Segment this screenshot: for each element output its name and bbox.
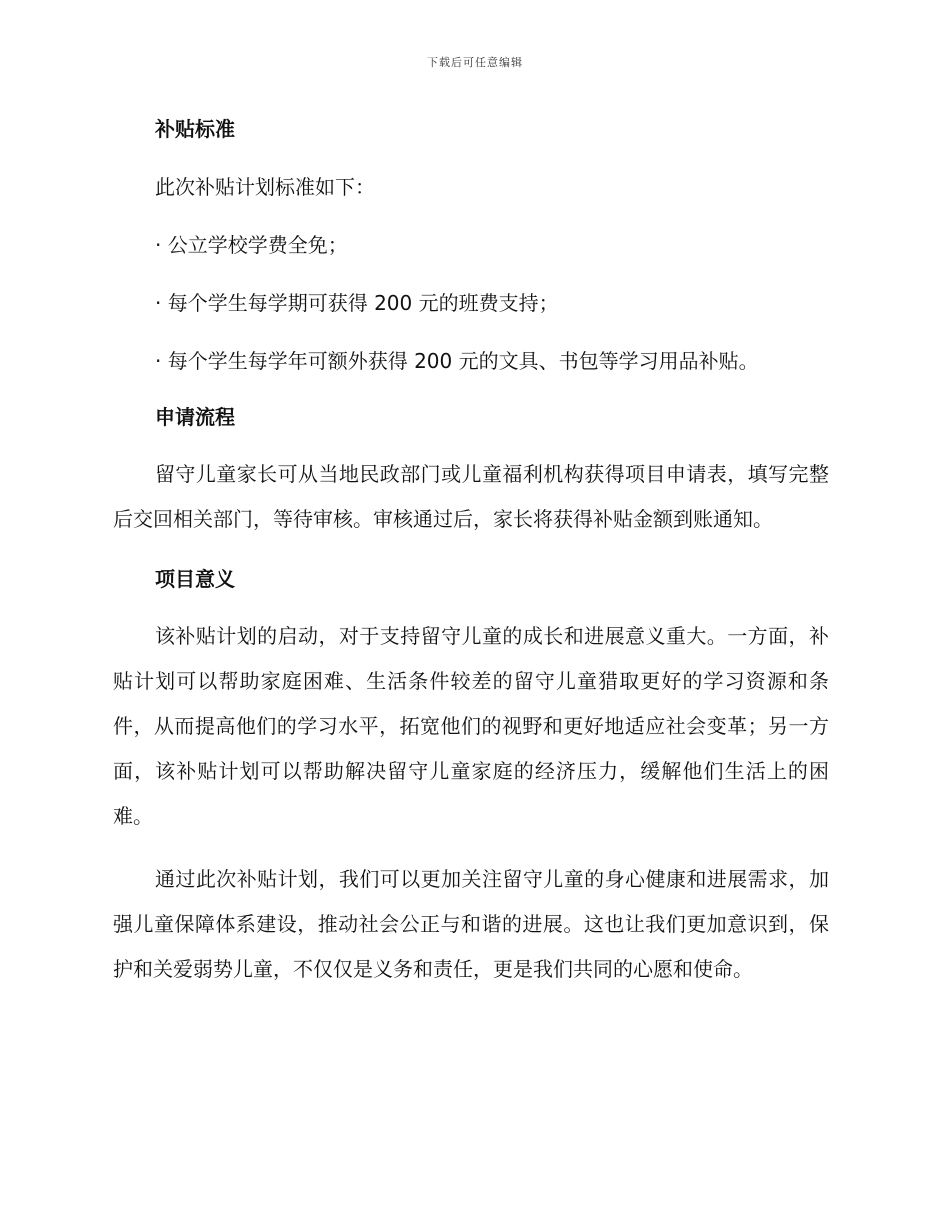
subsidy-bullet-1: · 公立学校学费全免； [155,233,348,257]
significance-paragraph-2: 通过此次补贴计划，我们可以更加关注留守儿童的身心健康和进展需求，加强儿童保障体系建设，推动社会公正与和谐的进展。这也让我们更加意识到，保护和关爱弱势儿童，不仅仅是义务和责任，更是我们共同的心愿和使命。 [113,867,829,981]
page-header-note: 下载后可任意编辑 [427,56,523,69]
subsidy-bullet-2: · 每个学生每学期可获得 200 元的班费支持； [155,291,559,315]
subsidy-intro: 此次补贴计划标准如下： [155,175,375,199]
document-body [113,112,829,992]
process-paragraph: 留守儿童家长可从当地民政部门或儿童福利机构获得项目申请表，填写完整后交回相关部门，等待审核。审核通过后，家长将获得补贴金额到账通知。 [113,462,829,531]
section-heading-significance: 项目意义 [155,567,235,591]
significance-paragraph-1: 该补贴计划的启动，对于支持留守儿童的成长和进展意义重大。一方面，补贴计划可以帮助家庭困难、生活条件较差的留守儿童猎取更好的学习资源和条件，从而提高他们的学习水平，拓宽他们的视野和更好地适应社会变革；另一方面，该补贴计划可以帮助解决留守儿童家庭的经济压力，缓解他们生活上的困难。 [113,624,829,828]
subsidy-bullet-3: · 每个学生每学年可额外获得 200 元的文具、书包等学习用品补贴。 [155,349,759,373]
section-heading-process: 申请流程 [155,405,235,429]
section-heading-subsidy: 补贴标准 [155,117,235,141]
